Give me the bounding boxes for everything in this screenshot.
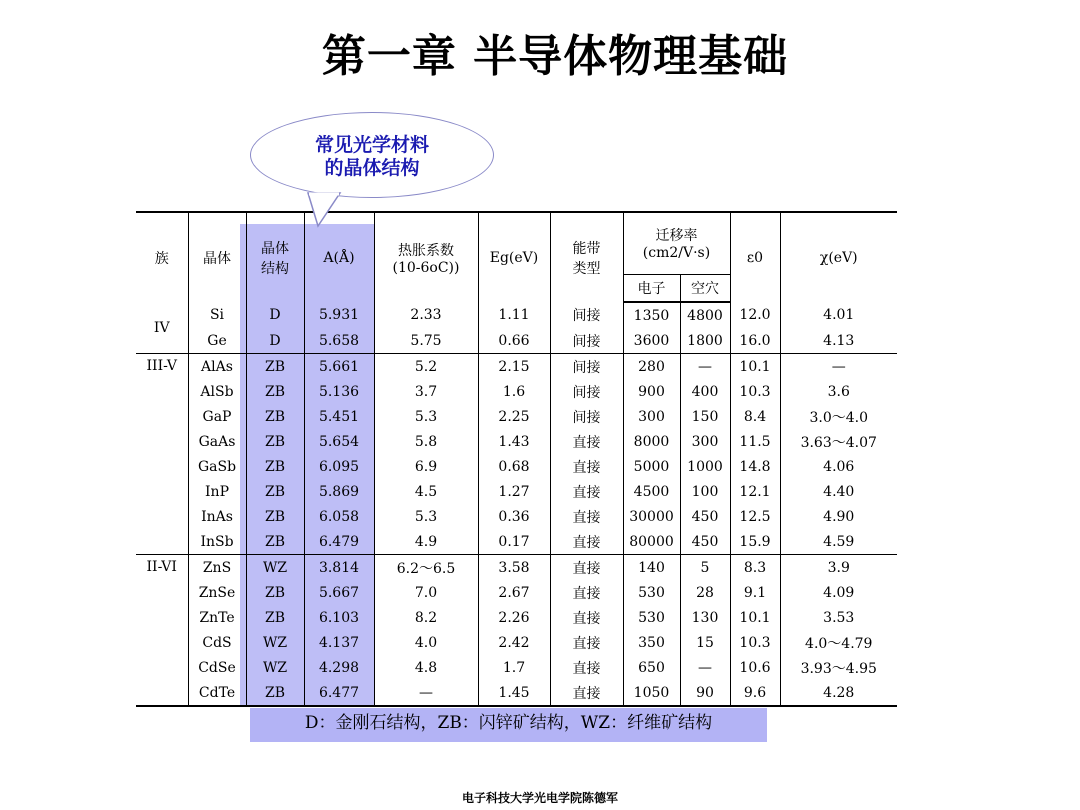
cell-chi: 3.63～4.07 [780,429,897,454]
cell-crystal: CdS [188,630,246,655]
cell-chi: — [780,354,897,380]
cell-crystal: ZnTe [188,605,246,630]
cell-band: 直接 [550,580,623,605]
cell-eg: 3.58 [478,555,550,581]
cell-lattice: 5.451 [304,404,374,429]
cell-structure: ZB [246,680,304,706]
slide-title: 第一章 半导体物理基础 [321,31,789,82]
cell-electron: 30000 [623,504,680,529]
cell-electron: 530 [623,580,680,605]
cell-eps: 10.6 [730,655,780,680]
cell-chi: 4.40 [780,479,897,504]
cell-structure: ZB [246,429,304,454]
cell-chi: 4.90 [780,504,897,529]
cell-thermal: 5.3 [374,504,478,529]
cell-crystal: GaAs [188,429,246,454]
cell-hole: 15 [680,630,730,655]
cell-band: 间接 [550,354,623,380]
cell-hole: 150 [680,404,730,429]
cell-hole: 100 [680,479,730,504]
cell-structure: WZ [246,655,304,680]
cell-band: 直接 [550,429,623,454]
cell-electron: 300 [623,404,680,429]
cell-electron: 1350 [623,302,680,328]
cell-crystal: AlAs [188,354,246,380]
callout-line-1: 常见光学材料 [314,134,429,156]
cell-group: III-V [136,354,188,555]
cell-thermal: 6.2～6.5 [374,555,478,581]
header-eg: Eg(eV) [478,212,550,302]
cell-band: 直接 [550,630,623,655]
cell-structure: ZB [246,454,304,479]
cell-thermal: 4.0 [374,630,478,655]
callout-text [178,134,566,180]
cell-electron: 4500 [623,479,680,504]
cell-eg: 0.66 [478,328,550,354]
cell-lattice: 5.136 [304,379,374,404]
cell-eps: 12.5 [730,504,780,529]
cell-band: 直接 [550,655,623,680]
cell-chi: 3.93～4.95 [780,655,897,680]
cell-hole: 300 [680,429,730,454]
cell-eg: 2.25 [478,404,550,429]
cell-eps: 12.0 [730,302,780,328]
cell-hole: 400 [680,379,730,404]
cell-eg: 2.67 [478,580,550,605]
callout-line-2: 的晶体结构 [324,157,420,179]
cell-eg: 0.36 [478,504,550,529]
cell-lattice: 5.667 [304,580,374,605]
cell-thermal: 5.2 [374,354,478,380]
cell-electron: 900 [623,379,680,404]
cell-thermal: 4.8 [374,655,478,680]
cell-crystal: Ge [188,328,246,354]
cell-chi: 4.0～4.79 [780,630,897,655]
cell-band: 间接 [550,404,623,429]
cell-electron: 80000 [623,529,680,555]
cell-eg: 2.15 [478,354,550,380]
cell-hole: 130 [680,605,730,630]
cell-eg: 2.26 [478,605,550,630]
cell-eps: 10.3 [730,379,780,404]
cell-band: 直接 [550,555,623,581]
cell-structure: ZB [246,354,304,380]
cell-group: IV [136,302,188,354]
header-thermal-l1: 热胀系数 [398,242,454,259]
cell-eps: 12.1 [730,479,780,504]
cell-structure: ZB [246,404,304,429]
cell-crystal: InAs [188,504,246,529]
cell-eps: 14.8 [730,454,780,479]
cell-eps: 10.1 [730,605,780,630]
cell-structure: ZB [246,379,304,404]
cell-chi: 4.09 [780,580,897,605]
cell-group: II-VI [136,555,188,707]
header-mobility-l1: 迁移率 [655,228,698,245]
cell-lattice: 6.477 [304,680,374,706]
cell-hole: — [680,655,730,680]
header-thermal-l2: (10-6oC)) [392,259,460,276]
header-crystal: 晶体 [188,212,246,302]
cell-crystal: GaP [188,404,246,429]
cell-lattice: 5.931 [304,302,374,328]
cell-structure: D [246,328,304,354]
cell-hole: 1000 [680,454,730,479]
cell-eps: 10.1 [730,354,780,380]
cell-lattice: 6.479 [304,529,374,555]
cell-eps: 8.4 [730,404,780,429]
cell-thermal: 4.5 [374,479,478,504]
cell-electron: 5000 [623,454,680,479]
cell-hole: 4800 [680,302,730,328]
cell-crystal: CdSe [188,655,246,680]
cell-crystal: InSb [188,529,246,555]
cell-lattice: 6.095 [304,454,374,479]
header-band-l2: 类型 [572,260,601,277]
header-mobility-l2: (cm2/V·s) [642,245,711,262]
header-group: 族 [136,212,188,302]
header-structure-l2: 结构 [261,260,289,277]
cell-chi: 3.53 [780,605,897,630]
cell-eg: 0.68 [478,454,550,479]
cell-crystal: GaSb [188,454,246,479]
cell-chi: 4.28 [780,680,897,706]
cell-band: 直接 [550,454,623,479]
cell-electron: 530 [623,605,680,630]
cell-thermal: 3.7 [374,379,478,404]
header-band-l1: 能带 [572,240,601,257]
cell-structure: ZB [246,580,304,605]
cell-structure: ZB [246,529,304,555]
cell-lattice: 4.137 [304,630,374,655]
cell-eg: 1.6 [478,379,550,404]
cell-band: 直接 [550,504,623,529]
cell-electron: 140 [623,555,680,581]
cell-chi: 4.06 [780,454,897,479]
cell-hole: 5 [680,555,730,581]
cell-lattice: 5.661 [304,354,374,380]
header-eps: ε0 [730,212,780,302]
cell-hole: 1800 [680,328,730,354]
cell-chi: 3.9 [780,555,897,581]
cell-structure: WZ [246,555,304,581]
cell-structure: ZB [246,605,304,630]
footer-author: 电子科技大学光电学院陈德军 [461,791,618,805]
cell-band: 间接 [550,379,623,404]
cell-thermal: — [374,680,478,706]
cell-chi: 3.0～4.0 [780,404,897,429]
cell-hole: — [680,354,730,380]
cell-band: 间接 [550,302,623,328]
cell-structure: D [246,302,304,328]
cell-eg: 2.42 [478,630,550,655]
cell-crystal: InP [188,479,246,504]
cell-lattice: 6.103 [304,605,374,630]
cell-crystal: Si [188,302,246,328]
cell-electron: 3600 [623,328,680,354]
cell-eg: 1.45 [478,680,550,706]
cell-thermal: 5.3 [374,404,478,429]
cell-eg: 1.11 [478,302,550,328]
cell-crystal: CdTe [188,680,246,706]
cell-electron: 350 [623,630,680,655]
cell-eps: 15.9 [730,529,780,555]
cell-structure: ZB [246,479,304,504]
cell-eps: 16.0 [730,328,780,354]
cell-chi: 4.13 [780,328,897,354]
cell-eg: 1.43 [478,429,550,454]
cell-hole: 450 [680,529,730,555]
header-electron: 电子 [623,274,680,302]
cell-thermal: 4.9 [374,529,478,555]
cell-hole: 28 [680,580,730,605]
cell-eps: 10.3 [730,630,780,655]
cell-thermal: 5.75 [374,328,478,354]
cell-band: 直接 [550,605,623,630]
cell-eg: 0.17 [478,529,550,555]
cell-electron: 650 [623,655,680,680]
cell-band: 直接 [550,479,623,504]
cell-crystal: ZnSe [188,580,246,605]
cell-electron: 280 [623,354,680,380]
cell-crystal: ZnS [188,555,246,581]
cell-thermal: 2.33 [374,302,478,328]
cell-eg: 1.7 [478,655,550,680]
cell-chi: 3.6 [780,379,897,404]
header-structure-l1: 晶体 [261,240,289,257]
cell-lattice: 3.814 [304,555,374,581]
cell-chi: 4.01 [780,302,897,328]
cell-lattice: 5.658 [304,328,374,354]
cell-chi: 4.59 [780,529,897,555]
header-hole: 空穴 [680,274,730,302]
cell-hole: 450 [680,504,730,529]
cell-lattice: 6.058 [304,504,374,529]
header-chi: χ(eV) [780,212,897,302]
cell-eps: 9.1 [730,580,780,605]
cell-thermal: 8.2 [374,605,478,630]
header-lattice: A(Å) [304,212,374,302]
cell-structure: ZB [246,504,304,529]
cell-thermal: 7.0 [374,580,478,605]
cell-electron: 1050 [623,680,680,706]
cell-band: 直接 [550,529,623,555]
cell-lattice: 4.298 [304,655,374,680]
cell-thermal: 6.9 [374,454,478,479]
structure-legend-note: D：金刚石结构，ZB：闪锌矿结构，WZ：纤维矿结构 [304,713,713,733]
cell-eps: 9.6 [730,680,780,706]
cell-band: 直接 [550,680,623,706]
cell-structure: WZ [246,630,304,655]
cell-eps: 11.5 [730,429,780,454]
cell-electron: 8000 [623,429,680,454]
cell-hole: 90 [680,680,730,706]
cell-eg: 1.27 [478,479,550,504]
cell-lattice: 5.869 [304,479,374,504]
cell-thermal: 5.8 [374,429,478,454]
cell-lattice: 5.654 [304,429,374,454]
cell-crystal: AlSb [188,379,246,404]
cell-band: 间接 [550,328,623,354]
cell-eps: 8.3 [730,555,780,581]
